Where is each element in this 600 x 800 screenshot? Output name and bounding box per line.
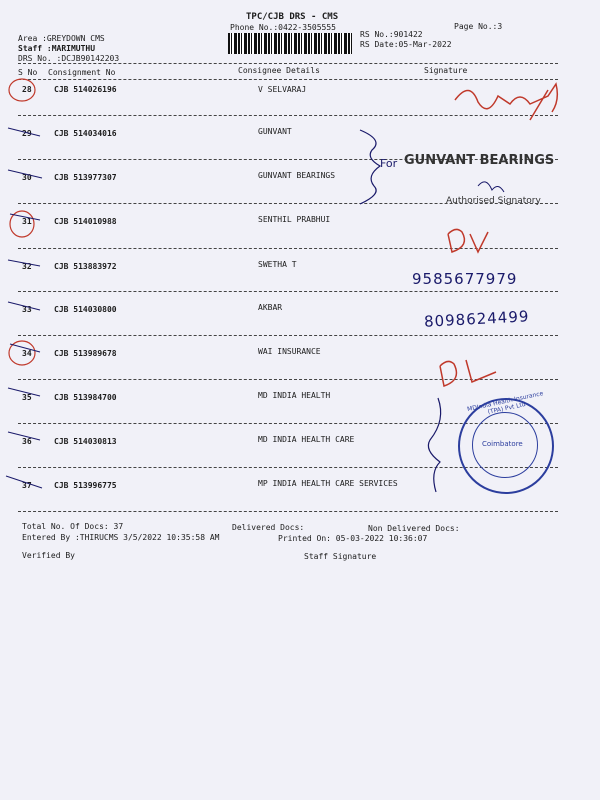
row-consignee: V SELVARAJ xyxy=(258,85,307,94)
row-sno: 36 xyxy=(22,437,32,446)
column-header-sno: S No xyxy=(18,68,38,77)
tick-mark xyxy=(10,214,40,220)
row-sno: 34 xyxy=(22,349,32,358)
printed-on: Printed On: 05-03-2022 10:36:07 xyxy=(278,534,428,543)
non-delivered-docs: Non Delivered Docs: xyxy=(368,524,460,533)
rs-number: RS No.:901422 xyxy=(360,30,423,39)
red-signature xyxy=(455,84,557,120)
red-circle-mark xyxy=(9,79,35,101)
column-header-consignment: Consignment No xyxy=(48,68,116,77)
stamp-company: GUNVANT BEARINGS xyxy=(404,153,555,168)
row-consignee: GUNVANT xyxy=(258,127,292,136)
row-consignment: CJB 514030813 xyxy=(54,437,117,446)
row-sno: 28 xyxy=(22,85,32,94)
row-consignee: MP INDIA HEALTH CARE SERVICES xyxy=(258,479,398,488)
area-label: Area :GREYDOWN CMS xyxy=(18,34,105,43)
row-consignee: MD INDIA HEALTH CARE xyxy=(258,435,355,444)
seal-company: MDIndia Health Insurance (TPA) Pvt Ltd xyxy=(466,390,544,416)
row-sno: 33 xyxy=(22,305,32,314)
staff-label: Staff :MARIMUTHU xyxy=(18,44,96,53)
phone-number: Phone No.:0422-3505555 xyxy=(230,23,336,32)
handwritten-phone: 9585677979 xyxy=(412,270,518,288)
row-consignee: SWETHA T xyxy=(258,260,297,269)
drs-number: DRS No. :DCJB90142203 xyxy=(18,54,120,63)
tick-mark xyxy=(8,388,40,396)
row-consignee: SENTHIL PRABHUI xyxy=(258,215,331,224)
handwritten-sign xyxy=(478,182,504,192)
tick-mark xyxy=(6,476,42,488)
row-sno: 35 xyxy=(22,393,32,402)
brace-mark xyxy=(428,398,440,492)
stamp-for: For xyxy=(380,157,398,170)
row-consignment: CJB 514026196 xyxy=(54,85,117,94)
tick-mark xyxy=(8,260,40,266)
total-docs: Total No. Of Docs: 37 xyxy=(22,522,124,531)
rs-date: RS Date:05-Mar-2022 xyxy=(360,40,452,49)
tick-mark xyxy=(8,128,40,136)
page-number: Page No.:3 xyxy=(454,22,503,31)
row-consignee: WAI INSURANCE xyxy=(258,347,321,356)
handwritten-phone: 8098624499 xyxy=(423,307,530,331)
row-consignment: CJB 513883972 xyxy=(54,262,117,271)
row-consignment: CJB 513977307 xyxy=(54,173,117,182)
row-sno: 30 xyxy=(22,173,32,182)
delivered-docs: Delivered Docs: xyxy=(232,523,305,532)
row-consignee: MD INDIA HEALTH xyxy=(258,391,331,400)
row-consignment: CJB 513996775 xyxy=(54,481,117,490)
column-header-consignee: Consignee Details xyxy=(238,66,320,75)
row-consignment: CJB 513989678 xyxy=(54,349,117,358)
staff-signature: Staff Signature xyxy=(304,552,377,561)
row-consignee: GUNVANT BEARINGS xyxy=(258,171,336,180)
row-sno: 37 xyxy=(22,481,32,490)
column-header-signature: Signature xyxy=(424,66,468,75)
document-title: TPC/CJB DRS - CMS xyxy=(246,12,339,22)
brace-mark xyxy=(360,130,380,204)
row-consignment: CJB 514034016 xyxy=(54,129,117,138)
red-initials xyxy=(440,360,496,386)
row-sno: 29 xyxy=(22,129,32,138)
entered-by: Entered By :THIRUCMS 3/5/2022 10:35:58 AM xyxy=(22,533,220,542)
row-consignment: CJB 513984700 xyxy=(54,393,117,402)
tick-mark xyxy=(8,170,42,178)
row-consignment: CJB 514030800 xyxy=(54,305,117,314)
tick-mark xyxy=(10,344,40,352)
tick-mark xyxy=(8,432,40,440)
seal-city: Coimbatore xyxy=(482,440,523,448)
row-consignment: CJB 514010988 xyxy=(54,217,117,226)
stamp-signatory: Authorised Signatory xyxy=(446,196,541,206)
red-initials xyxy=(448,229,488,252)
company-seal xyxy=(458,390,554,494)
row-sno: 32 xyxy=(22,262,32,271)
row-consignee: AKBAR xyxy=(258,303,283,312)
row-sno: 31 xyxy=(22,217,32,226)
tick-mark xyxy=(8,302,40,310)
verified-by: Verified By xyxy=(22,551,75,560)
